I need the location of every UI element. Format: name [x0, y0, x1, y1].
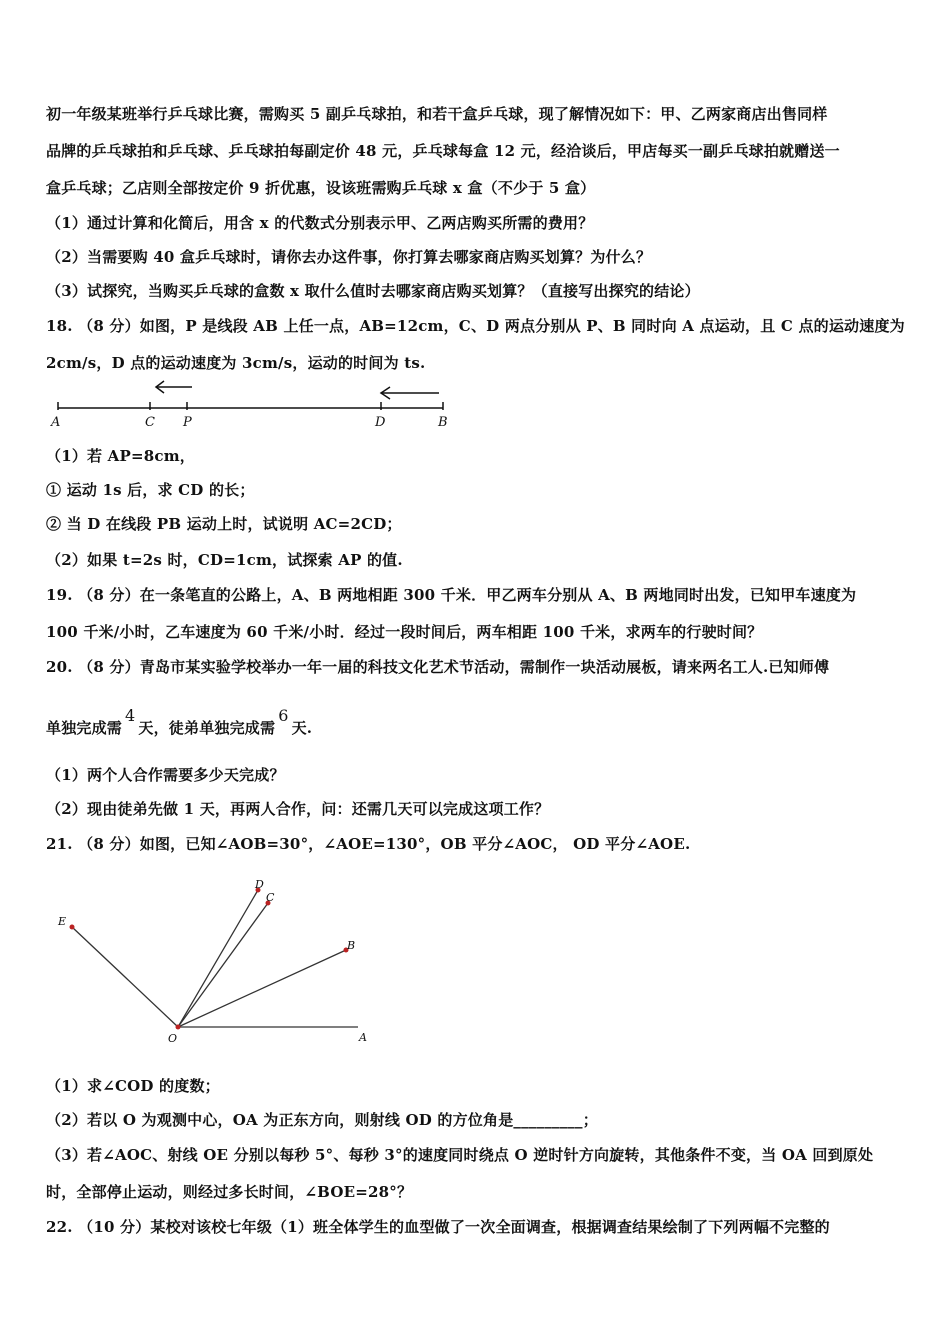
- arrow-d-left-icon: [381, 387, 439, 399]
- q18-sub-1b: ② 当 D 在线段 PB 运动上时，试说明 AC=2CD；: [46, 515, 402, 533]
- label-d: D: [255, 878, 264, 891]
- label-b: B: [438, 415, 448, 430]
- q18-segment-figure: [40, 375, 470, 435]
- q19-line-2: 100 千米/小时，乙车速度为 60 千米/小时．经过一段时间后，两车相距 100 千米，求两车的行驶时间？: [46, 623, 763, 641]
- q17-intro-line-1: 初一年级某班举行乒乓球比赛，需购买 5 副乒乓球拍，和若干盒乒乓球，现了解情况如下：甲、乙两家商店出售同样: [46, 105, 828, 123]
- ray-ob: [178, 950, 346, 1027]
- q20-sub-1: （1）两个人合作需要多少天完成？: [46, 766, 285, 784]
- q20-line-2: [46, 706, 313, 738]
- q17-intro-line-2: 品牌的乒乓球拍和乒乓球、乒乓球拍每副定价 48 元，乒乓球每盒 12 元，经洽谈后，甲店每买一副乒乓球拍就赠送一: [46, 142, 840, 160]
- q20-line-1: 20. （8 分）青岛市某实验学校举办一年一届的科技文化艺术节活动，需制作一块活动展板，请来两名工人.已知师傅: [46, 658, 830, 676]
- q21-angle-figure: [50, 870, 390, 1050]
- q19-line-1: 19. （8 分）在一条笔直的公路上，A、B 两地相距 300 千米．甲乙两车分别从 A、B 两地同时出发，已知甲车速度为: [46, 586, 857, 604]
- ray-oc: [178, 903, 268, 1027]
- q18-sub-2: （2）如果 t=2s 时，CD=1cm，试探索 AP 的值.: [46, 551, 403, 569]
- label-b: B: [347, 939, 356, 952]
- label-d: D: [375, 415, 386, 430]
- q17-sub-1: （1）通过计算和化简后，用含 x 的代数式分别表示甲、乙两店购买所需的费用？: [46, 214, 594, 232]
- label-c: C: [266, 891, 275, 904]
- q17-sub-3: （3）试探究，当购买乒乓球的盒数 x 取什么值时去哪家商店购买划算？（直接写出探究的结论）: [46, 282, 700, 300]
- q17-sub-2: （2）当需要购 40 盒乒乓球时，请你去办这件事，你打算去哪家商店购买划算？为什么？: [46, 248, 652, 266]
- q18-line-2: 2cm/s，D 点的运动速度为 3cm/s，运动的时间为 ts.: [46, 354, 426, 372]
- q18-line-1: 18. （8 分）如图，P 是线段 AB 上任一点，AB=12cm，C、D 两点分别从 P、B 同时向 A 点运动，且 C 点的运动速度为: [46, 317, 905, 335]
- q20-master-days: 4: [125, 706, 136, 725]
- arrow-c-left-icon: [156, 381, 192, 393]
- label-p: P: [183, 415, 192, 430]
- q21-sub-1: （1）求∠COD 的度数；: [46, 1077, 220, 1095]
- q18-sub-1a: ① 运动 1s 后，求 CD 的长；: [46, 481, 255, 499]
- q17-intro-line-3: 盒乒乓球；乙店则全部按定价 9 折优惠，设该班需购乒乓球 x 盒（不少于 5 盒）: [46, 179, 596, 197]
- ray-od: [178, 890, 258, 1027]
- q20-line-2-part-a: 单独完成需: [46, 719, 123, 737]
- point-o: [176, 1025, 181, 1030]
- q20-apprentice-days: 6: [278, 706, 289, 725]
- q21-line-1: 21. （8 分）如图，已知∠AOB=30°，∠AOE=130°，OB 平分∠AOC， OD 平分∠AOE.: [46, 835, 691, 853]
- ray-oe: [72, 927, 178, 1027]
- q20-line-2-part-c: 天.: [291, 719, 313, 737]
- q21-sub-2: （2）若以 O 为观测中心，OA 为正东方向，则射线 OD 的方位角是_________；: [46, 1111, 598, 1129]
- q21-sub-3-line-2: 时，全部停止运动，则经过多长时间，∠BOE=28°？: [46, 1183, 413, 1201]
- label-a: A: [51, 415, 61, 430]
- q20-line-2-part-b: 天，徒弟单独完成需: [138, 719, 276, 737]
- q18-sub-1: （1）若 AP=8cm，: [46, 447, 195, 465]
- label-a: A: [359, 1031, 367, 1044]
- label-e: E: [58, 915, 67, 928]
- q22-line-1: 22. （10 分）某校对该校七年级（1）班全体学生的血型做了一次全面调查，根据调查结果绘制了下列两幅不完整的: [46, 1218, 830, 1236]
- label-c: C: [145, 415, 155, 430]
- q21-sub-3-line-1: （3）若∠AOC、射线 OE 分别以每秒 5°、每秒 3°的速度同时绕点 O 逆时针方向旋转，其他条件不变，当 OA 回到原处: [46, 1146, 874, 1164]
- label-o: O: [168, 1032, 178, 1045]
- q20-sub-2: （2）现由徒弟先做 1 天，再两人合作，问：还需几天可以完成这项工作？: [46, 800, 550, 818]
- point-e: [70, 925, 75, 930]
